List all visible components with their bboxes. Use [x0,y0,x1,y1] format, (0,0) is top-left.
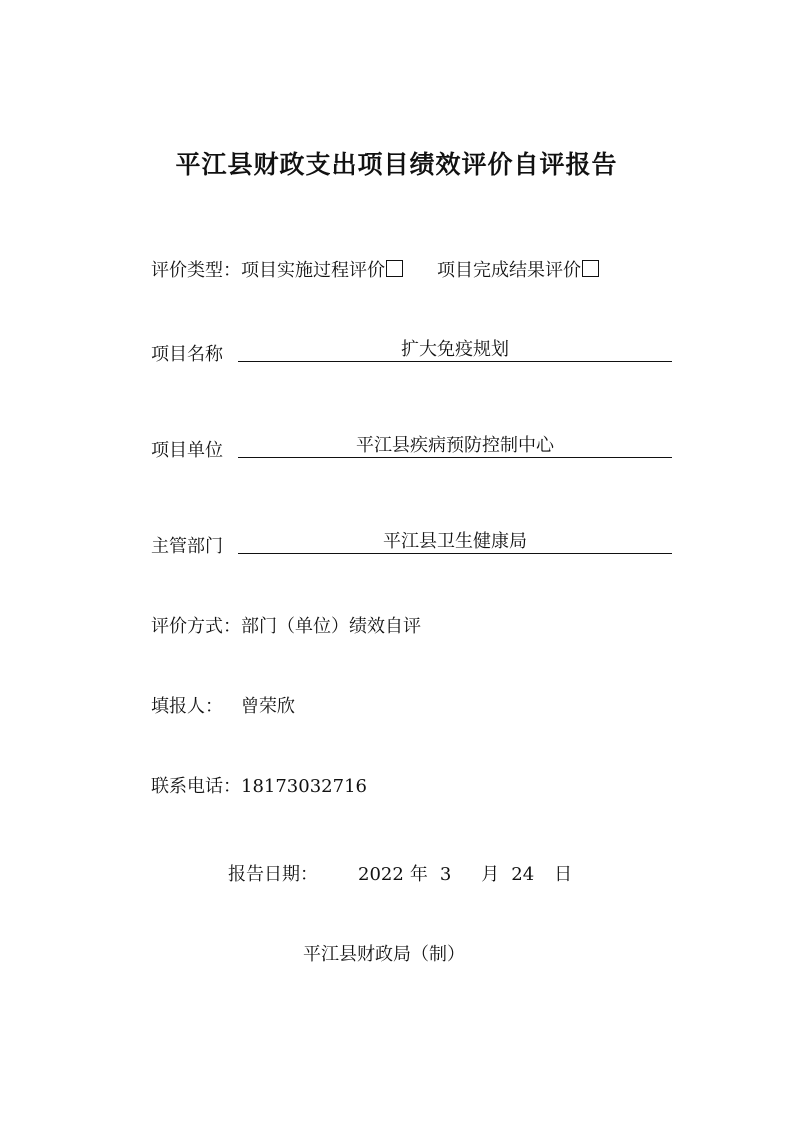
eval-type-label: 评价类型： [151,260,241,281]
option-result-label: 项目完成结果评价 [437,260,581,281]
report-day-unit: 日 [554,864,573,885]
phone-row [151,772,367,798]
filler-label: 填报人： [151,696,223,717]
option-process-checkbox[interactable] [386,260,403,277]
report-month-unit: 月 [481,864,500,885]
option-process-label: 项目实施过程评价 [241,260,385,281]
report-year-unit: 年 [409,864,428,885]
eval-type-row [151,256,599,282]
phone-label: 联系电话： [151,776,241,797]
eval-method-row [151,612,421,638]
project-name-label: 项目名称 [151,344,223,365]
filler-value: 曾荣欣 [241,696,295,717]
report-date-row [228,860,572,886]
eval-method-label: 评价方式： [151,616,241,637]
option-result-checkbox[interactable] [582,260,599,277]
page-title: 平江县财政支出项目绩效评价自评报告 [175,150,618,179]
department-value: 平江县卫生健康局 [238,531,672,554]
report-day: 24 [511,864,535,885]
project-name-value: 扩大免疫规划 [238,339,672,362]
report-year: 2022 [358,864,404,885]
report-date-label: 报告日期： [228,864,318,885]
department-label: 主管部门 [151,536,223,557]
filler-row [151,692,295,718]
issuer: 平江县财政局（制） [303,944,465,965]
report-month: 3 [439,864,452,885]
phone-value: 18173032716 [241,776,367,797]
project-unit-value: 平江县疾病预防控制中心 [238,435,672,458]
eval-method-value: 部门（单位）绩效自评 [241,616,421,637]
project-unit-label: 项目单位 [151,440,223,461]
